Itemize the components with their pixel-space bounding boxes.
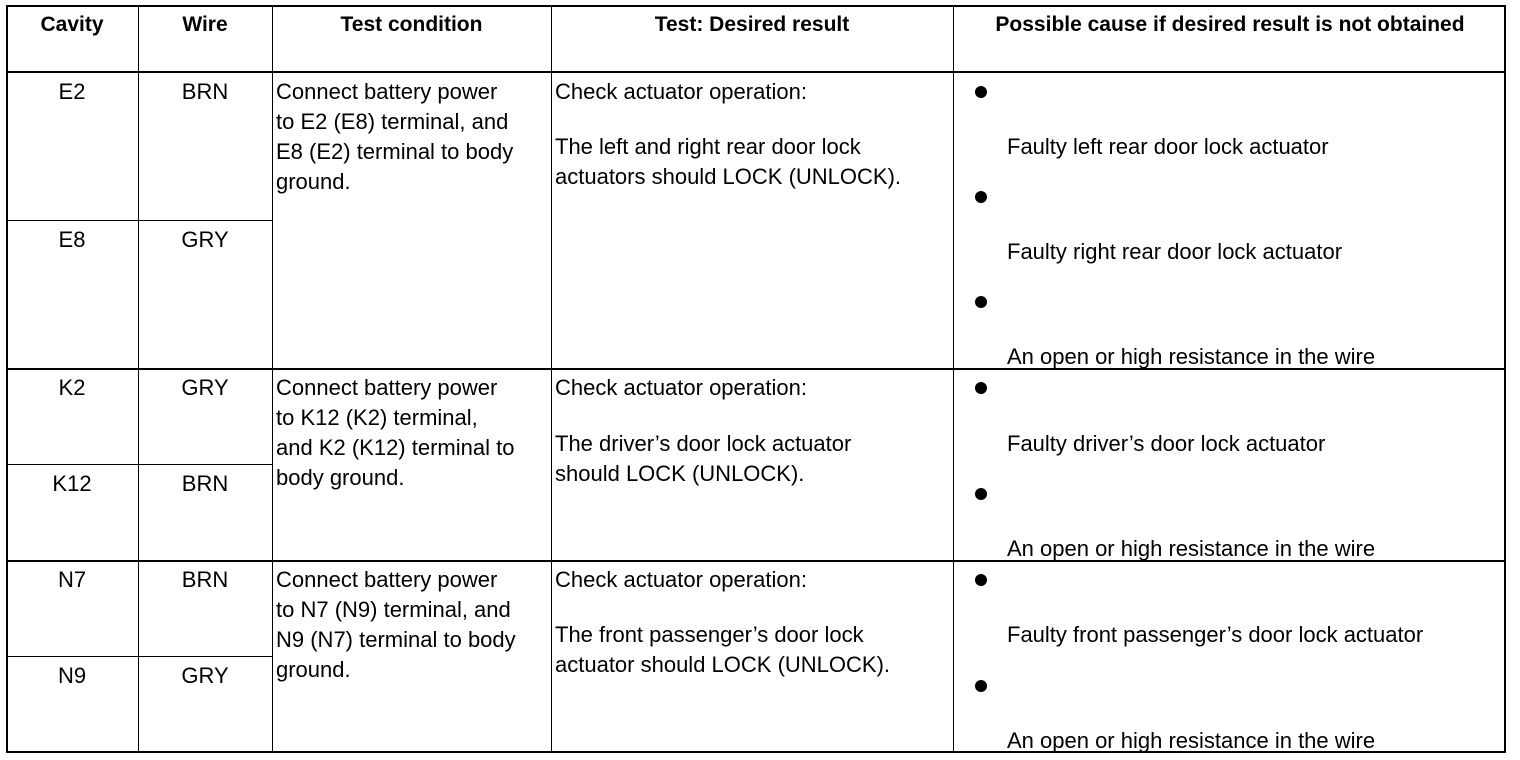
- header-cavity: Cavity: [40, 13, 104, 36]
- wire-cell: BRN: [181, 567, 229, 592]
- condition-line: Connect battery power: [276, 567, 498, 592]
- bullet-icon: [975, 382, 987, 394]
- bullet-icon: [975, 488, 987, 500]
- result-line: The driver’s door lock actuator: [555, 431, 852, 456]
- header-wire: Wire: [182, 13, 228, 36]
- cavity-cell: K2: [58, 375, 86, 400]
- cause-item: An open or high resistance in the wire: [1007, 536, 1376, 561]
- header-test-condition: Test condition: [340, 13, 483, 36]
- bullet-icon: [975, 191, 987, 203]
- subrow-divider-2: [6, 464, 272, 465]
- header-desired-result: Test: Desired result: [654, 13, 850, 36]
- condition-line: ground.: [276, 657, 351, 682]
- condition-line: to K12 (K2) terminal,: [276, 405, 478, 430]
- cause-item: Faulty left rear door lock actuator: [1007, 134, 1329, 159]
- cause-item: Faulty front passenger’s door lock actuator: [1007, 622, 1424, 647]
- result-heading: Check actuator operation:: [555, 375, 807, 400]
- column-divider-2: [272, 5, 273, 753]
- result-heading: Check actuator operation:: [555, 567, 807, 592]
- cavity-cell: E8: [58, 227, 86, 252]
- wire-cell: BRN: [181, 471, 229, 496]
- wire-cell: GRY: [181, 227, 229, 252]
- condition-line: Connect battery power: [276, 79, 498, 104]
- bullet-icon: [975, 680, 987, 692]
- condition-line: ground.: [276, 169, 351, 194]
- bullet-icon: [975, 86, 987, 98]
- cause-item: An open or high resistance in the wire: [1007, 344, 1376, 369]
- bullet-icon: [975, 574, 987, 586]
- cause-item: Faulty right rear door lock actuator: [1007, 239, 1343, 264]
- condition-line: E8 (E2) terminal to body: [276, 139, 514, 164]
- header-possible-cause: Possible cause if desired result is not obtained: [995, 13, 1465, 36]
- condition-line: Connect battery power: [276, 375, 498, 400]
- cavity-cell: K12: [52, 471, 92, 496]
- column-divider-4: [953, 5, 954, 753]
- condition-line: to E2 (E8) terminal, and: [276, 109, 509, 134]
- cavity-cell: E2: [58, 79, 86, 104]
- cavity-cell: N7: [57, 567, 87, 592]
- condition-line: N9 (N7) terminal to body: [276, 627, 516, 652]
- bullet-icon: [975, 296, 987, 308]
- result-line: actuator should LOCK (UNLOCK).: [555, 652, 891, 677]
- column-divider-3: [551, 5, 552, 753]
- header-divider: [6, 71, 1506, 73]
- wire-cell: GRY: [181, 375, 229, 400]
- subrow-divider-3: [6, 656, 272, 657]
- result-line: The front passenger’s door lock: [555, 622, 864, 647]
- wire-cell: GRY: [181, 663, 229, 688]
- result-line: The left and right rear door lock: [555, 134, 861, 159]
- result-line: actuators should LOCK (UNLOCK).: [555, 164, 902, 189]
- result-heading: Check actuator operation:: [555, 79, 807, 104]
- condition-line: and K2 (K12) terminal to: [276, 435, 515, 460]
- subrow-divider-1: [6, 220, 272, 221]
- wire-cell: BRN: [181, 79, 229, 104]
- cause-item: Faulty driver’s door lock actuator: [1007, 431, 1326, 456]
- condition-line: to N7 (N9) terminal, and: [276, 597, 511, 622]
- condition-line: body ground.: [276, 465, 405, 490]
- cavity-cell: N9: [57, 663, 87, 688]
- cause-item: An open or high resistance in the wire: [1007, 728, 1376, 753]
- result-line: should LOCK (UNLOCK).: [555, 461, 805, 486]
